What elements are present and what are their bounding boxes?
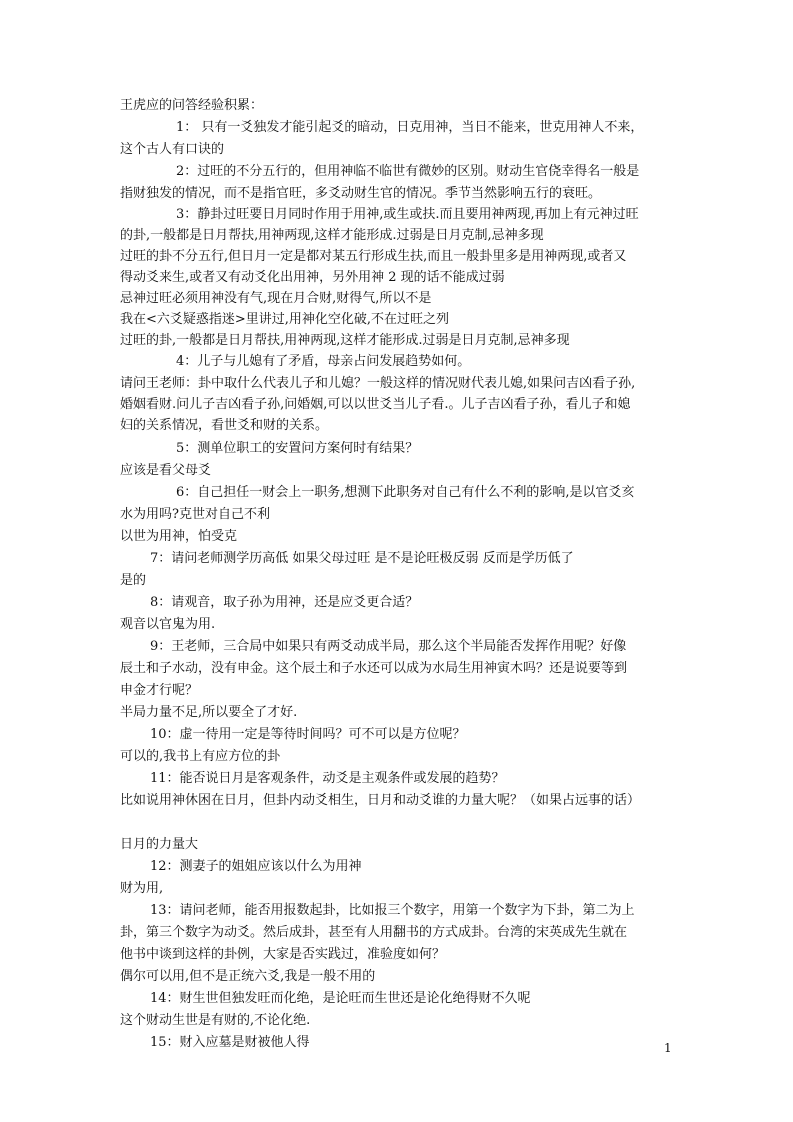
answer-7: 是的 bbox=[120, 573, 147, 588]
question-9: 9：王老师，三合局中如果只有两爻动成半局，那么这个半局能否发挥作用呢？好像 bbox=[150, 639, 627, 654]
question-6: 6：自己担任一财会上一职务,想测下此职务对自己有什么不利的影响,是以官爻亥 bbox=[176, 485, 635, 500]
answer-13: 偶尔可以用,但不是正统六爻,我是一般不用的 bbox=[120, 969, 376, 984]
answer-1: 这个古人有口诀的 bbox=[120, 142, 225, 157]
answer-11: 日月的力量大 bbox=[120, 837, 199, 852]
answer-3-line-2: 得动爻来生,或者又有动爻化出用神，另外用神 2 现的话不能成过弱 bbox=[120, 270, 505, 285]
question-2-cont: 指财独发的情况，而不是指官旺，多爻动财生官的情况。季节当然影响五行的衰旺。 bbox=[120, 186, 602, 201]
question-10: 10：虚一待用一定是等待时间吗？可不可以是方位呢？ bbox=[150, 727, 466, 742]
answer-3-line-5: 过旺的卦,一般都是日月帮扶,用神两现,这样才能形成.过弱是日月克制,忌神多现 bbox=[120, 333, 570, 348]
question-1: 1： 只有一爻独发才能引起爻的暗动，日克用神，当日不能来，世克用神人不来， bbox=[176, 120, 644, 135]
doc-title: 王虎应的问答经验积累： bbox=[120, 98, 264, 113]
question-5: 5：测单位职工的安置问方案何时有结果？ bbox=[176, 441, 419, 456]
answer-14: 这个财动生世是有财的,不论化绝. bbox=[120, 1013, 311, 1028]
question-3-cont: 的卦,一般都是日月帮扶,用神两现,这样才能形成.过弱是日月克制,忌神多现 bbox=[120, 228, 544, 243]
question-4-detail: 请问王老师：卦中取什么代表儿子和儿媳？一般这样的情况财代表儿媳,如果问吉凶看子孙, bbox=[120, 376, 636, 391]
question-3: 3：静卦过旺要日月同时作用于用神,或生或扶.而且要用神两现,再加上有元神过旺 bbox=[176, 207, 639, 222]
question-11: 11：能否说日月是客观条件，动爻是主观条件或发展的趋势？ bbox=[150, 771, 505, 786]
question-7: 7：请问老师测学历高低 如果父母过旺 是不是论旺极反弱 反而是学历低了 bbox=[150, 551, 574, 566]
question-13-cont-2: 他书中谈到这样的卦例，大家是否实践过，准验度如何？ bbox=[120, 947, 446, 962]
answer-4-line-1: 婚姻看财.问儿子吉凶看子孙,问婚姻,可以以世爻当儿子看.。儿子吉凶看子孙，看儿子和媳 bbox=[120, 397, 631, 412]
question-14: 14：财生世但独发旺而化绝，是论旺而生世还是论化绝得财不久呢 bbox=[150, 991, 531, 1006]
page-number: 1 bbox=[664, 1041, 672, 1055]
question-8: 8：请观音，取子孙为用神，还是应爻更合适？ bbox=[150, 595, 419, 610]
answer-5: 应该是看父母爻 bbox=[120, 463, 212, 478]
question-2: 2：过旺的不分五行的，但用神临不临世有微妙的区别。财动生官侥幸得名一般是 bbox=[176, 164, 640, 179]
question-15: 15：财入应墓是财被他人得 bbox=[150, 1035, 310, 1050]
answer-3-line-4: 我在<六爻疑惑指迷>里讲过,用神化空化破,不在过旺之列 bbox=[120, 312, 450, 327]
answer-9: 半局力量不足,所以要全了才好. bbox=[120, 705, 298, 720]
answer-10: 可以的,我书上有应方位的卦 bbox=[120, 749, 281, 764]
question-13: 13：请问老师，能否用报数起卦，比如报三个数字，用第一个数字为下卦，第二为上 bbox=[150, 903, 635, 918]
answer-3-line-1: 过旺的卦不分五行,但日月一定是都对某五行形成生扶,而且一般卦里多是用神两现,或者又 bbox=[120, 249, 627, 264]
question-11-cont: 比如说用神休困在日月，但卦内动爻相生，日月和动爻谁的力量大呢？（如果占远事的话） bbox=[120, 793, 641, 808]
answer-6: 以世为用神，怕受克 bbox=[120, 529, 238, 544]
answer-12: 财为用, bbox=[120, 881, 164, 896]
answer-8: 观音以官鬼为用. bbox=[120, 617, 216, 632]
question-9-cont-2: 申金才行呢？ bbox=[120, 683, 199, 698]
question-6-cont: 水为用吗?克世对自己不利 bbox=[120, 507, 270, 522]
question-13-cont-1: 卦，第三个数字为动爻。然后成卦，甚至有人用翻书的方式成卦。台湾的宋英成先生就在 bbox=[120, 925, 628, 940]
question-4: 4：儿子与儿媳有了矛盾，母亲占问发展趋势如何。 bbox=[176, 354, 471, 369]
answer-3-line-3: 忌神过旺必须用神没有气,现在月合财,财得气,所以不是 bbox=[120, 291, 432, 306]
answer-4-line-2: 妇的关系情况，看世爻和财的关系。 bbox=[120, 418, 329, 433]
question-9-cont-1: 辰土和子水动，没有申金。这个辰土和子水还可以成为水局生用神寅木吗？还是说要等到 bbox=[120, 661, 628, 676]
question-12: 12：测妻子的姐姐应该以什么为用神 bbox=[150, 859, 362, 874]
